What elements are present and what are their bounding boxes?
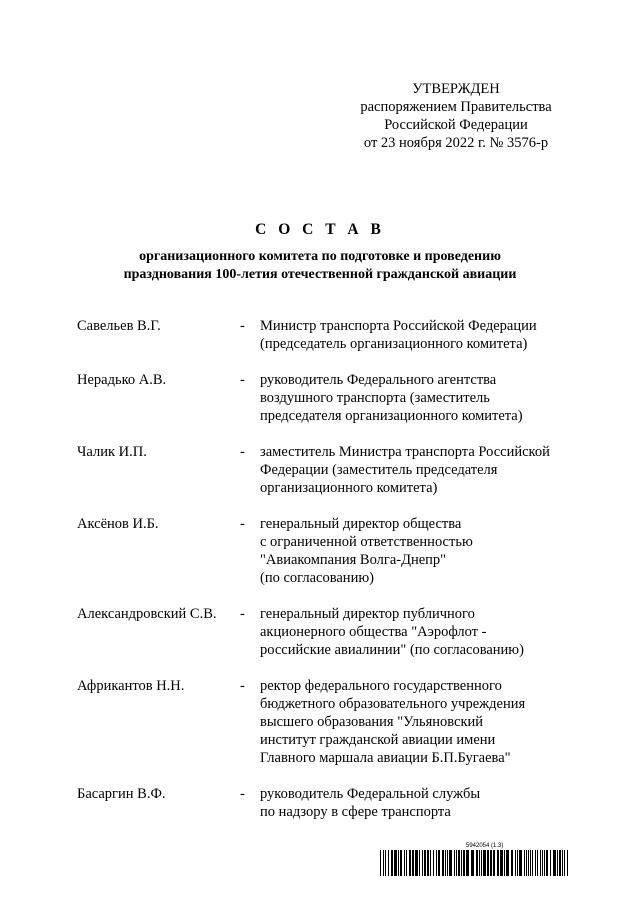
barcode-bar xyxy=(490,850,492,876)
member-row xyxy=(77,443,577,497)
barcode-bar xyxy=(546,850,548,876)
approval-date-number: от 23 ноября 2022 г. № 3576-р xyxy=(363,135,549,151)
barcode-bar xyxy=(500,850,503,876)
member-name: Басаргин В.Ф. xyxy=(77,786,166,802)
role-line: руководитель Федерального агентства xyxy=(260,372,497,388)
role-line: организационного комитета) xyxy=(260,480,438,496)
member-row xyxy=(77,677,577,767)
barcode-bar xyxy=(471,850,474,876)
member-list xyxy=(77,317,577,821)
barcode-bar xyxy=(526,850,527,876)
role-line: бюджетного образовательного учреждения xyxy=(260,696,526,712)
member-name: Аксёнов И.Б. xyxy=(77,516,159,532)
role-line: с ограниченной ответственностью xyxy=(260,534,473,550)
barcode-bar xyxy=(415,850,418,876)
role-line: заместитель Министра транспорта Российской xyxy=(260,444,550,460)
barcode-bar xyxy=(436,850,437,876)
member-dash: - xyxy=(240,318,245,334)
barcode-bar xyxy=(454,850,455,876)
barcode-bar xyxy=(461,850,462,876)
subtitle-line: празднования 100-летия отечественной гражданской авиации xyxy=(123,267,517,282)
member-name: Нерадько А.В. xyxy=(77,372,167,388)
member-dash: - xyxy=(240,606,245,622)
barcode-bar xyxy=(458,850,460,876)
role-line: (председатель организационного комитета) xyxy=(260,336,528,352)
role-line: воздушного транспорта (заместитель xyxy=(260,390,490,406)
barcode-bar xyxy=(562,850,563,876)
approval-heading: УТВЕРЖДЕН xyxy=(412,81,500,97)
barcode-bar xyxy=(557,850,558,876)
role-line: по надзору в сфере транспорта xyxy=(260,804,451,820)
role-line: акционерного общества "Аэрофлот - xyxy=(260,624,487,640)
barcode-bar xyxy=(442,850,444,876)
barcode-bar xyxy=(517,850,518,876)
barcode-icon xyxy=(380,850,570,876)
member-row xyxy=(77,515,577,587)
barcode-bar xyxy=(504,850,505,876)
barcode-bar xyxy=(404,850,405,876)
document-title: С О С Т А В xyxy=(255,221,385,238)
barcode-bar xyxy=(463,850,465,876)
approval-stamp xyxy=(340,80,572,152)
role-line: Федерации (заместитель председателя xyxy=(260,462,498,478)
barcode-bar xyxy=(532,850,533,876)
role-line: высшего образования "Ульяновский xyxy=(260,714,484,730)
barcode-bar xyxy=(542,850,543,876)
subtitle-line: организационного комитета по подготовке и проведению xyxy=(139,249,501,264)
member-dash: - xyxy=(240,786,245,802)
member-name: Чалик И.П. xyxy=(77,444,147,460)
role-line: Главного маршала авиации Б.П.Бугаева" xyxy=(260,750,511,766)
barcode-bar xyxy=(537,850,538,876)
member-name: Александровский С.В. xyxy=(77,606,217,622)
barcode-bar xyxy=(456,850,457,876)
barcode-bar xyxy=(524,850,525,876)
barcode-number: 5942054 (1.3) xyxy=(466,843,504,849)
barcode-bar xyxy=(427,850,429,876)
barcode-bar xyxy=(466,850,469,876)
barcode-bar xyxy=(419,850,420,876)
member-role xyxy=(260,605,560,659)
barcode-bar xyxy=(422,850,423,876)
barcode-bar xyxy=(424,850,426,876)
member-row xyxy=(77,317,577,353)
member-role xyxy=(260,371,560,425)
barcode-bar xyxy=(567,850,568,876)
role-line: генеральный директор публичного xyxy=(260,606,475,622)
member-row xyxy=(77,785,577,821)
barcode-bar xyxy=(550,850,551,876)
barcode-bar xyxy=(493,850,495,876)
member-role xyxy=(260,785,560,821)
barcode-bar xyxy=(530,850,531,876)
barcode-bar xyxy=(476,850,478,876)
barcode-bar xyxy=(445,850,446,876)
member-name: Савельев В.Г. xyxy=(77,318,161,334)
barcode-bar xyxy=(412,850,414,876)
barcode-bar xyxy=(479,850,480,876)
role-line: Министр транспорта Российской Федерации xyxy=(260,318,537,334)
member-dash: - xyxy=(240,444,245,460)
barcode-bar xyxy=(433,850,434,876)
barcode-bar xyxy=(559,850,561,876)
barcode-bar xyxy=(506,850,509,876)
barcode-bar xyxy=(383,850,384,876)
barcode-bar xyxy=(564,850,565,876)
member-dash: - xyxy=(240,678,245,694)
barcode-bar xyxy=(487,850,489,876)
member-name: Африкантов Н.Н. xyxy=(77,678,185,694)
role-line: генеральный директор общества xyxy=(260,516,462,532)
barcode-bar xyxy=(515,850,516,876)
member-dash: - xyxy=(240,372,245,388)
barcode-bar xyxy=(497,850,499,876)
role-line: "Авиакомпания Волга-Днепр" xyxy=(260,552,447,568)
role-line: российские авиалинии" (по согласованию) xyxy=(260,642,524,658)
approval-decree: распоряжением Правительства xyxy=(360,99,552,115)
barcode-bar xyxy=(394,850,397,876)
document-subtitle xyxy=(0,248,640,284)
barcode-bar xyxy=(430,850,431,876)
barcode-bar xyxy=(406,850,407,876)
barcode-bar xyxy=(409,850,411,876)
barcode-bar xyxy=(391,850,393,876)
member-dash: - xyxy=(240,516,245,532)
barcode-bar xyxy=(511,850,513,876)
barcode-bar xyxy=(481,850,482,876)
barcode-bar xyxy=(398,850,399,876)
barcode-bar xyxy=(483,850,486,876)
approval-authority: Российской Федерации xyxy=(384,117,528,133)
barcode-bar xyxy=(519,850,522,876)
member-role xyxy=(260,515,560,587)
barcode-bar xyxy=(385,850,386,876)
barcode-bar xyxy=(553,850,556,876)
role-line: (по согласованию) xyxy=(260,570,374,586)
barcode-bar xyxy=(544,850,545,876)
barcode-bar xyxy=(528,850,529,876)
barcode-bar xyxy=(388,850,389,876)
barcode-bar xyxy=(438,850,440,876)
barcode-bar xyxy=(540,850,541,876)
barcode-bar xyxy=(380,850,381,876)
barcode-bar xyxy=(447,850,448,876)
member-row xyxy=(77,605,577,659)
member-row xyxy=(77,371,577,425)
role-line: институт гражданской авиации имени xyxy=(260,732,496,748)
barcode-bar xyxy=(449,850,452,876)
member-role xyxy=(260,443,560,497)
barcode-bar xyxy=(400,850,402,876)
barcode-bar xyxy=(535,850,536,876)
role-line: руководитель Федеральной службы xyxy=(260,786,481,802)
member-role xyxy=(260,317,560,353)
member-role xyxy=(260,677,560,767)
role-line: ректор федерального государственного xyxy=(260,678,502,694)
role-line: председателя организационного комитета) xyxy=(260,408,523,424)
